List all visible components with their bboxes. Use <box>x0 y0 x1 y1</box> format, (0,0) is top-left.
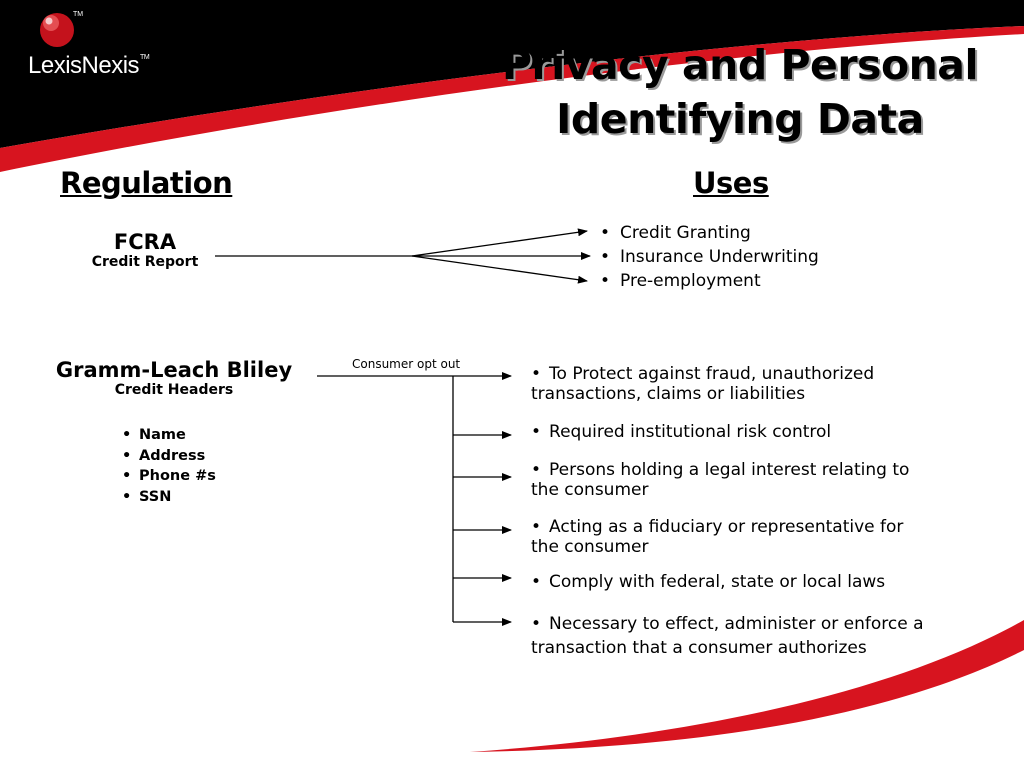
fcra-arrow-pre-employment <box>412 256 587 281</box>
glb-use-item: • To Protect against fraud, unauthorized transactions, claims or liabilities <box>531 364 875 404</box>
glb-name: Gramm-Leach Bliley <box>55 358 293 382</box>
regulation-heading: Regulation <box>60 166 233 200</box>
list-item: • Phone #s <box>122 468 216 484</box>
glb-use-item: • Necessary to effect, administer or enforce a transaction that a consumer authorizes <box>531 614 924 658</box>
list-item: • Address <box>122 447 206 464</box>
fcra-subtitle: Credit Report <box>91 254 199 270</box>
list-item: • Credit Granting <box>600 223 751 243</box>
glb-use-item: • Persons holding a legal interest relating to the consumer <box>531 460 910 500</box>
list-item: • Name <box>122 427 186 443</box>
glb-use-item: • Acting as a fiduciary or representative for the consumer <box>531 517 904 557</box>
fcra-arrow-credit-granting <box>412 231 587 256</box>
uses-heading: Uses <box>693 166 769 200</box>
logo-tm-mark: TM <box>73 11 84 18</box>
glb-subtitle: Credit Headers <box>114 382 234 398</box>
slide-title-line-2: Identifying Data <box>556 95 924 143</box>
list-item: • Pre-employment <box>600 271 761 291</box>
fcra-name: FCRA <box>113 230 177 254</box>
list-item: • SSN <box>122 488 172 505</box>
list-item: • Insurance Underwriting <box>600 247 819 267</box>
glb-use-item: • Comply with federal, state or local laws <box>531 572 886 592</box>
glb-use-item: • Required institutional risk control <box>531 422 832 442</box>
logo-wordmark: LexisNexis™ <box>28 52 150 79</box>
consumer-opt-out-label: Consumer opt out <box>352 357 461 371</box>
slide-title-line-1: Privacy and Personal <box>501 41 979 89</box>
